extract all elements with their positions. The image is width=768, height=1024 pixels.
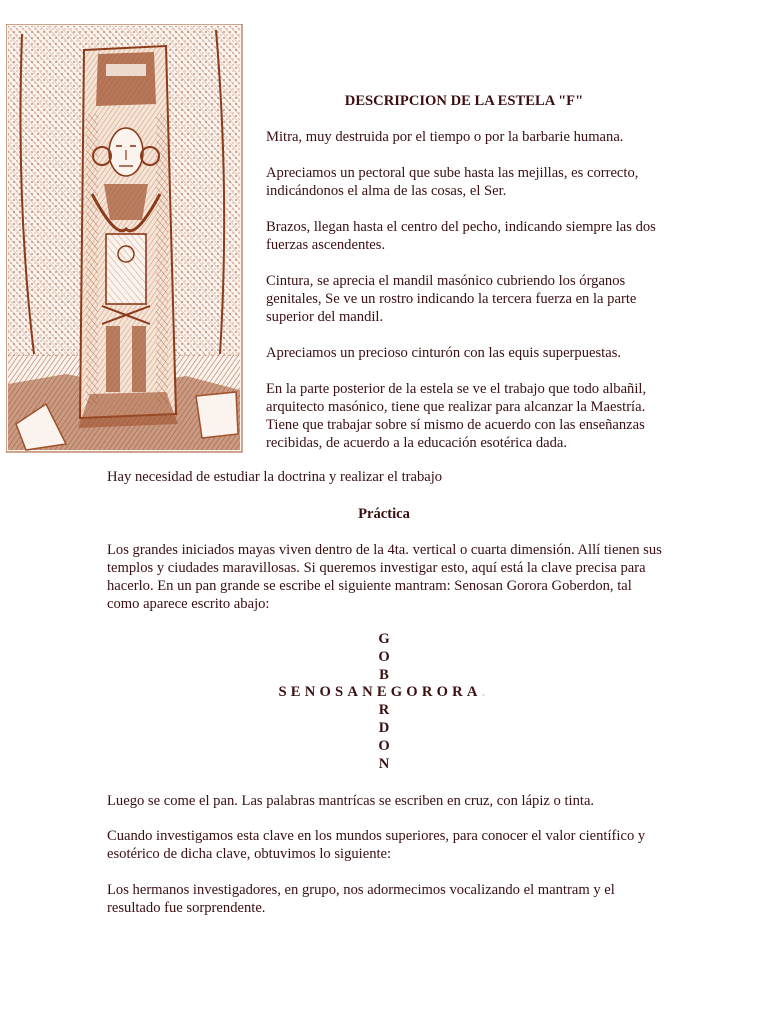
- paragraph-pan: Luego se come el pan. Las palabras mantrícas se escriben en cruz, con lápiz o tinta.: [107, 793, 595, 809]
- paragraph-brazos: Brazos, llegan hasta el centro del pecho, indicando siempre las dos fuerzas ascendentes.: [266, 219, 656, 253]
- stela-illustration: [6, 24, 246, 454]
- paragraph-cintura: Cintura, se aprecia el mandil masónico cubriendo los órganos genitales, Se ve un rostro indicando la tercera fuerza en la parte superior del mandil.: [266, 273, 637, 325]
- section-heading-practica: Práctica: [358, 506, 410, 522]
- paragraph-practica-intro: Los grandes iniciados mayas viven dentro de la 4ta. vertical o cuarta dimensión. Allí tienen sus templos y ciudades maravillosas. Si queremos investigar esto, aquí está la clave precisa para hacerlo. En un pan grande se escribe el siguiente mantram: Senosan Gorora Goberdon, tal como aparece escrito abajo:: [107, 542, 662, 612]
- paragraph-pectoral: Apreciamos un pectoral que sube hasta las mejillas, es correcto, indicándonos el alma de las cosas, el Ser.: [266, 165, 639, 199]
- paragraph-cinturon: Apreciamos un precioso cinturón con las equis superpuestas.: [266, 345, 622, 361]
- cross-horizontal-text: SENOSANEGORORA: [278, 684, 482, 700]
- paragraph-doctrina: Hay necesidad de estudiar la doctrina y realizar el trabajo: [107, 469, 443, 485]
- cross-letter: B: [379, 667, 389, 683]
- cross-letter: D: [378, 720, 390, 736]
- paragraph-investigamos: Cuando investigamos esta clave en los mundos superiores, para conocer el valor científico y esotérico de dicha clave, obtuvimos lo siguiente:: [107, 828, 646, 862]
- paragraph-hermanos: Los hermanos investigadores, en grupo, nos adormecimos vocalizando el mantram y el resultado fue sorprendente.: [107, 882, 615, 916]
- stela-engraving-icon: [6, 24, 246, 454]
- paragraph-posterior: En la parte posterior de la estela se ve el trabajo que todo albañil, arquitecto masónico, tiene que realizar para alcanzar la Maestría. Tiene que trabajar sobre sí mismo de acuerdo con las enseñanzas recibidas, de acuerdo a la educación esotérica dada.: [266, 381, 647, 451]
- cross-letter: G: [378, 631, 390, 647]
- page-title: DESCRIPCION DE LA ESTELA "F": [344, 93, 584, 109]
- cross-letter: R: [378, 702, 390, 718]
- cross-letter: O: [378, 738, 390, 754]
- cross-trailing-dot: .: [481, 684, 490, 700]
- cross-letter: N: [378, 756, 390, 772]
- cross-horizontal-word: [200, 683, 568, 701]
- cross-letter: O: [378, 649, 390, 665]
- paragraph-mitra: Mitra, muy destruida por el tiempo o por la barbarie humana.: [266, 129, 624, 145]
